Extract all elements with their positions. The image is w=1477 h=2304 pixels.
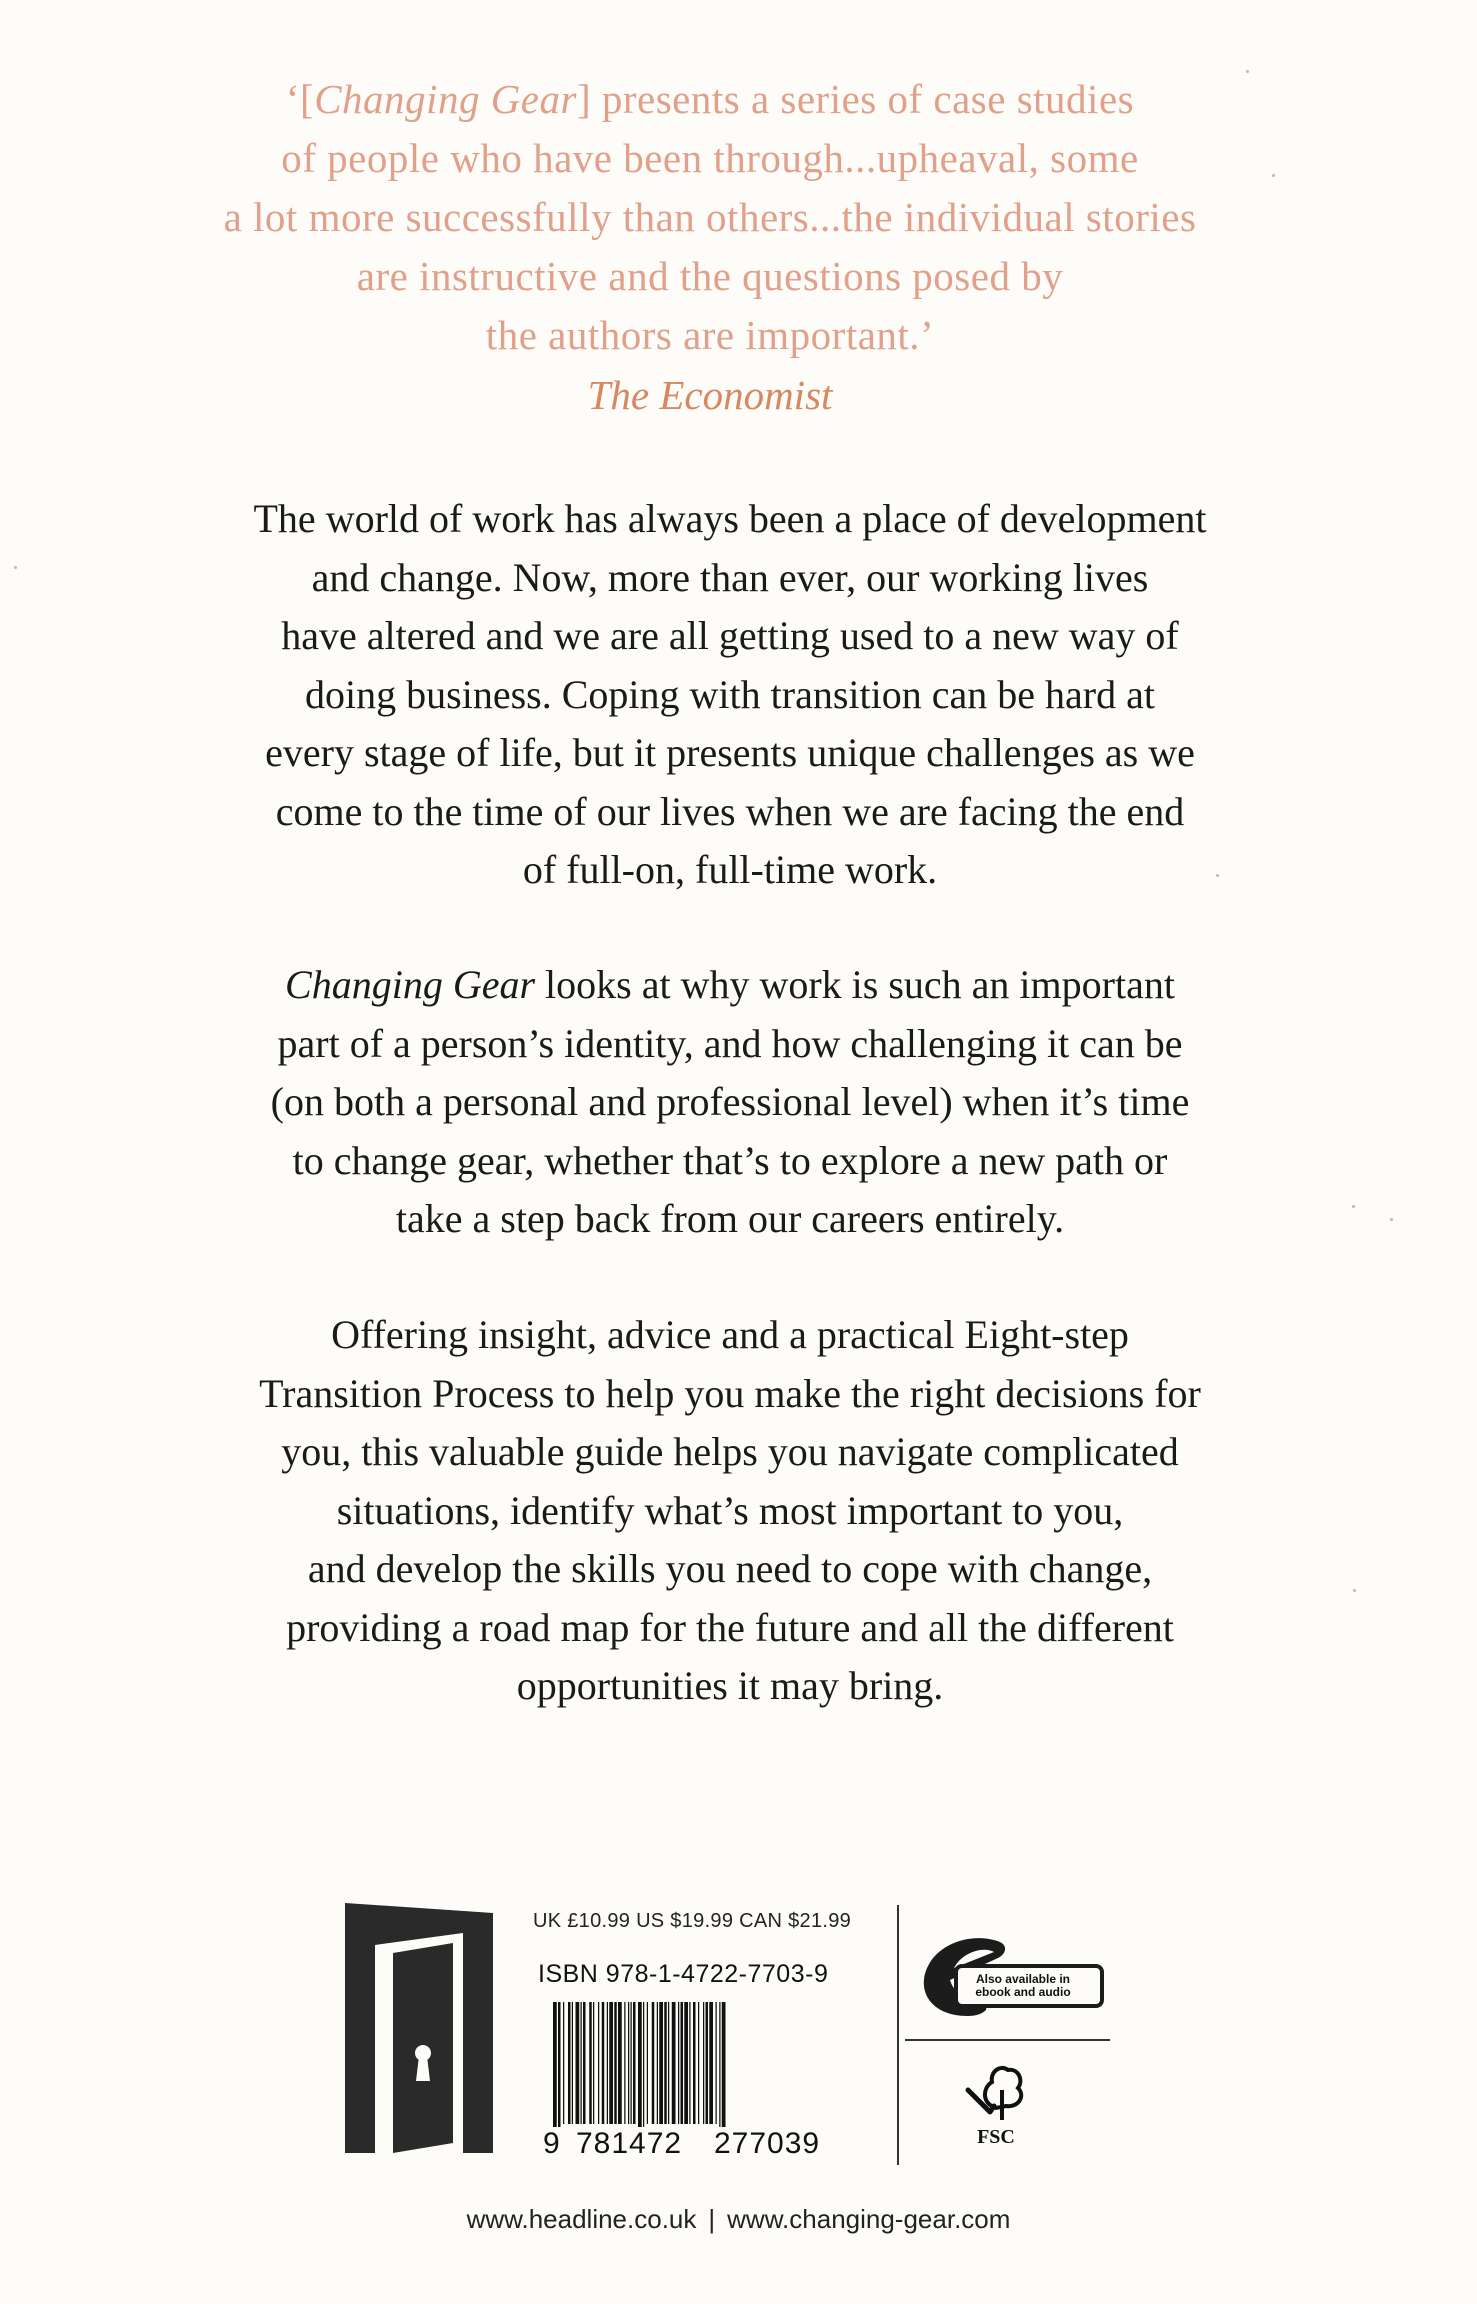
barcode-bar: [553, 2002, 557, 2138]
blurb-line: you, this valuable guide helps you navigate complicated: [281, 1429, 1179, 1474]
link-separator: |: [708, 2204, 716, 2234]
barcode-bar: [709, 2002, 713, 2124]
barcode-bar: [678, 2002, 679, 2124]
ebook-badge-text: Also available in ebook and audio: [975, 1972, 1071, 1999]
blurb-line: providing a road map for the future and all the different: [286, 1604, 1174, 1650]
barcode-bar: [558, 2002, 561, 2138]
blurb-paragraph-2: [150, 956, 1310, 1249]
publisher-website-link[interactable]: www.headline.co.uk: [466, 2204, 697, 2234]
barcode-bar: [703, 2002, 704, 2124]
quote-line-4: are instructive and the questions posed by: [356, 253, 1064, 299]
barcode-bar: [706, 2002, 709, 2124]
quote-open-mark: ‘[: [285, 76, 315, 122]
book-website-link[interactable]: www.changing-gear.com: [727, 2204, 1011, 2234]
barcode-bar: [684, 2002, 688, 2124]
barcode-bar: [568, 2002, 571, 2124]
blurb-line: of full-on, full-time work.: [522, 847, 938, 892]
blurb-line: to change gear, whether that’s to explore a new path or: [292, 1137, 1168, 1183]
barcode-bar: [643, 2002, 644, 2138]
barcode-bar: [722, 2002, 726, 2138]
divider: [905, 2039, 1110, 2041]
paper-speck: [1390, 1218, 1393, 1221]
fsc-label: FSC: [977, 2126, 1015, 2148]
divider: [897, 1905, 899, 2165]
barcode-bar: [624, 2002, 625, 2124]
isbn-number: ISBN 978-1-4722-7703-9: [538, 1960, 829, 1988]
barcode-bar: [659, 2002, 663, 2124]
blurb-line: opportunities it may bring.: [516, 1663, 944, 1708]
blurb-paragraph-3: [150, 1306, 1310, 1716]
paper-speck: [1352, 1205, 1355, 1208]
quote-line-3: a lot more successfully than others...the individual stories: [223, 194, 1197, 240]
barcode-bar: [602, 2002, 605, 2124]
barcode-bar: [664, 2002, 667, 2124]
barcode-bar: [668, 2002, 669, 2124]
blurb-line: [150, 956, 1310, 1015]
review-quote: [160, 70, 1260, 425]
paper-speck: [1353, 1589, 1356, 1592]
blurb-line: every stage of life, but it presents unique challenges as we: [265, 730, 1195, 775]
barcode-bar: [572, 2002, 573, 2124]
barcode-bar: [583, 2002, 586, 2124]
quote-line-1: [160, 70, 1260, 129]
blurb-line: part of a person’s identity, and how challenging it can be: [277, 1020, 1183, 1066]
barcode-bar: [609, 2002, 613, 2124]
blurb-line: come to the time of our lives when we are facing the end: [275, 788, 1185, 834]
blurb-line: (on both a personal and professional level) when it’s time: [270, 1079, 1190, 1124]
barcode-bar: [716, 2002, 717, 2124]
barcode-bar: [598, 2002, 599, 2124]
barcode: [537, 2002, 855, 2138]
paper-speck: [1246, 70, 1249, 73]
barcode-bar: [628, 2002, 629, 2124]
blurb-line: situations, identify what’s most important to you,: [336, 1487, 1124, 1533]
barcode-bar: [593, 2002, 594, 2124]
blurb-line: have altered and we are all getting used to a new way of: [281, 613, 1179, 658]
barcode-bar: [614, 2002, 617, 2124]
blurb-book-title: Changing Gear: [285, 962, 536, 1007]
quote-line-5: the authors are important.’: [485, 312, 935, 358]
barcode-bar: [633, 2002, 636, 2124]
barcode-bar: [698, 2002, 699, 2124]
fsc-tree-icon: [960, 2060, 1030, 2122]
paper-speck: [1272, 174, 1275, 177]
quote-book-title: Changing Gear: [314, 76, 577, 122]
blurb-line: Offering insight, advice and a practical Eight-step: [331, 1312, 1129, 1357]
barcode-digits: [537, 2127, 857, 2161]
paper-speck: [1216, 874, 1219, 877]
price-line: UK £10.99 US $19.99 CAN $21.99: [533, 1910, 852, 1932]
quote-line-1-text: ] presents a series of case studies: [576, 76, 1135, 122]
barcode-bar: [647, 2002, 648, 2124]
barcode-bar: [631, 2002, 632, 2124]
blurb-line: and develop the skills you need to cope with change,: [307, 1546, 1153, 1591]
blurb-paragraph-1: [150, 490, 1310, 900]
barcode-bar: [589, 2002, 592, 2124]
barcode-bar: [652, 2002, 655, 2124]
blurb-line: Transition Process to help you make the right decisions for: [259, 1370, 1201, 1416]
barcode-first-digit: 9: [543, 2127, 560, 2160]
barcode-bar: [657, 2002, 658, 2124]
blurb-line: take a step back from our careers entirely.: [395, 1196, 1065, 1241]
quote-line-2: of people who have been through...upheaval, some: [281, 135, 1139, 181]
blurb-line: and change. Now, more than ever, our working lives: [311, 554, 1149, 600]
barcode-bar: [719, 2002, 720, 2138]
paper-speck: [14, 566, 17, 569]
barcode-bar: [689, 2002, 690, 2124]
barcode-left-digits: 781472: [576, 2127, 683, 2160]
quote-source: The Economist: [587, 372, 833, 418]
barcode-bar: [693, 2002, 696, 2124]
barcode-bar: [618, 2002, 622, 2124]
barcode-right-digits: 277039: [714, 2127, 821, 2160]
barcode-bar: [672, 2002, 676, 2124]
footer-links: [0, 2204, 1477, 2235]
barcode-bar: [607, 2002, 608, 2124]
barcode-bar: [581, 2002, 582, 2124]
barcode-bar: [576, 2002, 580, 2124]
barcode-bar: [681, 2002, 684, 2124]
barcode-bar: [638, 2002, 642, 2138]
publisher-logo-icon: [345, 1903, 493, 2153]
barcode-bar: [563, 2002, 564, 2124]
blurb-line-text: looks at why work is such an important: [535, 962, 1175, 1007]
blurb-line: The world of work has always been a place of development: [253, 496, 1207, 541]
blurb-line: doing business. Coping with transition can be hard at: [305, 671, 1155, 717]
